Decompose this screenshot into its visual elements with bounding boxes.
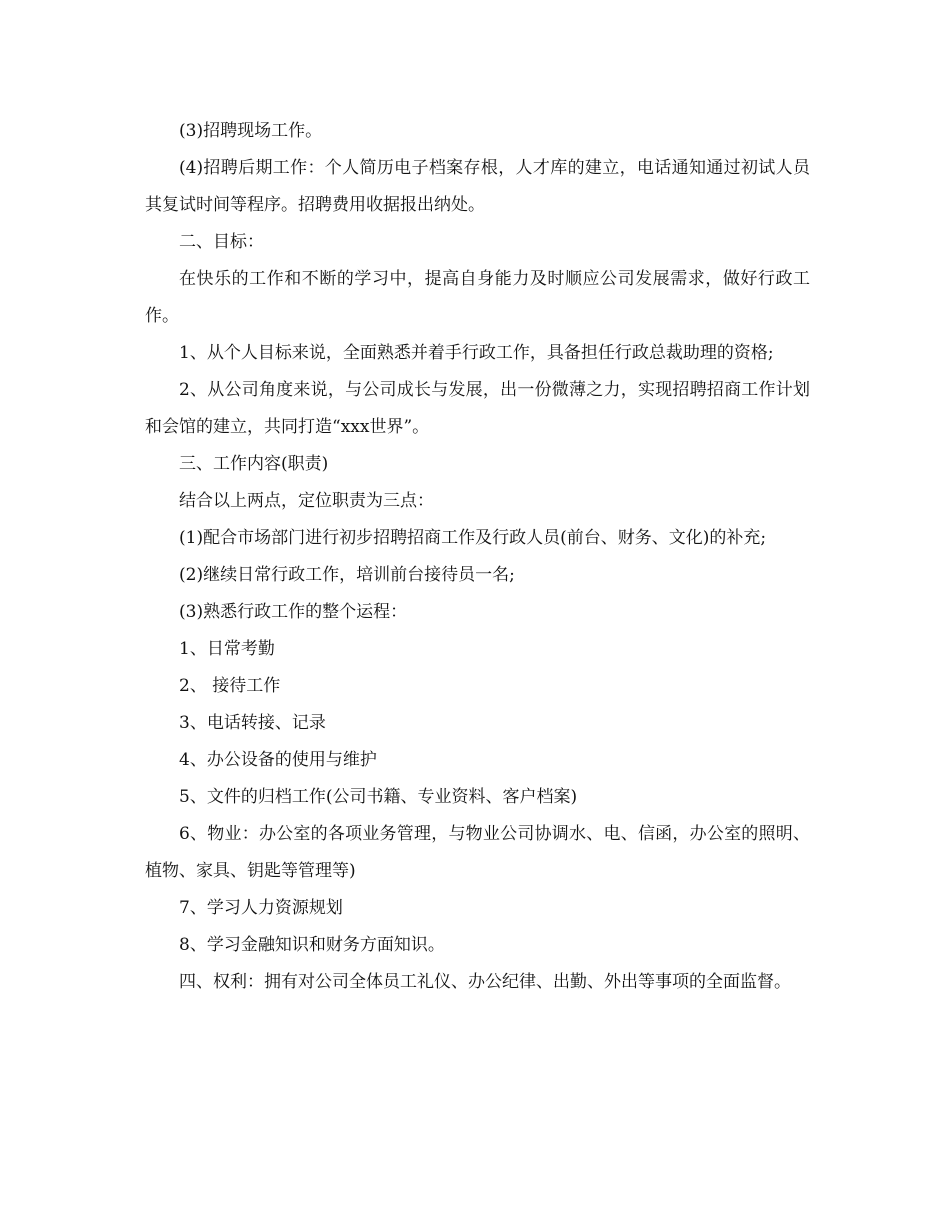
list-item-attendance: 1、日常考勤 — [179, 639, 275, 659]
list-item-reception: 2、 接待工作 — [179, 676, 281, 696]
paragraph-duties-intro: 结合以上两点，定位职责为三点： — [179, 491, 434, 511]
paragraph-recruit-onsite: (3)招聘现场工作。 — [179, 121, 323, 141]
heading-goals: 二、目标： — [179, 232, 264, 252]
list-item-phone: 3、电话转接、记录 — [179, 713, 326, 733]
paragraph-duty-1: (1)配合市场部门进行初步招聘招商工作及行政人员(前台、财务、文化)的补充; — [179, 528, 767, 548]
paragraph-rights: 四、权利：拥有对公司全体员工礼仪、办公纪律、出勤、外出等事项的全面监督。 — [179, 972, 791, 992]
list-item-filing: 5、文件的归档工作(公司书籍、专业资料、客户档案) — [179, 787, 578, 807]
paragraph-recruit-followup: (4)招聘后期工作：个人简历电子档案存根，人才库的建立，电话通知通过初试人员其复试时间等程序。招聘费用收据报出纳处。 — [145, 158, 810, 215]
list-item-finance: 8、学习金融知识和财务方面知识。 — [179, 935, 445, 955]
heading-duties: 三、工作内容(职责) — [179, 454, 329, 474]
list-item-hr-planning: 7、学习人力资源规划 — [179, 898, 343, 918]
paragraph-goal-personal: 1、从个人目标来说，全面熟悉并着手行政工作，具备担任行政总裁助理的资格; — [179, 343, 774, 363]
list-item-equipment: 4、办公设备的使用与维护 — [179, 750, 377, 770]
paragraph-goals-intro: 在快乐的工作和不断的学习中，提高自身能力及时顺应公司发展需求，做好行政工作。 — [145, 269, 810, 326]
list-item-property: 6、物业：办公室的各项业务管理，与物业公司协调水、电、信函，办公室的照明、植物、家具、钥匙等管理等) — [145, 824, 810, 881]
document-body — [145, 113, 810, 1001]
paragraph-duty-2: (2)继续日常行政工作，培训前台接待员一名; — [179, 565, 515, 585]
paragraph-goal-company: 2、从公司角度来说，与公司成长与发展，出一份微薄之力，实现招聘招商工作计划和会馆的建立，共同打造“xxx世界”。 — [145, 380, 810, 437]
paragraph-duty-3: (3)熟悉行政工作的整个运程： — [179, 602, 408, 622]
